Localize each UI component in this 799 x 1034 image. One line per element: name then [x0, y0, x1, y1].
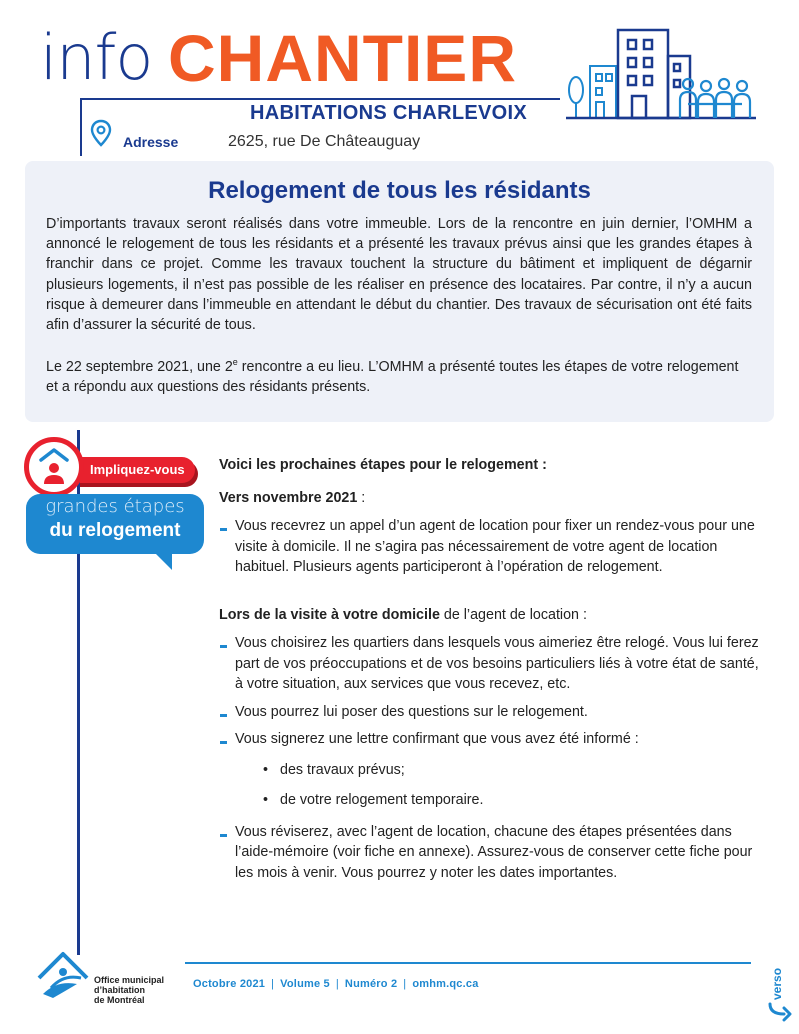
steps-heading: Voici les prochaines étapes pour le relogement : — [219, 457, 547, 473]
section-1-heading: Vers novembre 2021 : — [219, 489, 366, 506]
list-item: Vous recevrez un appel d’un agent de location pour fixer un rendez-vous pour une visite à domicile. Il ne s’agira pas nécessairement de votre agent de location habituel. Plusieurs agents participeront à l’opération de relogement. — [219, 516, 759, 578]
address-value: 2625, rue De Châteauguay — [228, 133, 421, 150]
intro-paragraph-2: Le 22 septembre 2021, une 2e rencontre a eu lieu. L’OMHM a présenté toutes les étapes de votre relogement et a répondu aux questions des résidants présents. — [46, 357, 739, 396]
sub-list-item: • de votre relogement temporaire. — [219, 790, 759, 811]
badge-circle — [24, 437, 84, 497]
website-link[interactable]: omhm.qc.ca — [412, 978, 479, 990]
speech-bubble-tail — [154, 552, 172, 570]
masthead-rule — [80, 98, 560, 100]
list-item: Vous choisirez les quartiers dans lesquels vous aimeriez être relogé. Vous lui ferez part de vos préoccupations et de vos besoins particuliers liés à votre état de santé, à votre situation, aux services que vous recevez, etc. — [219, 633, 759, 695]
buildings-illustration — [566, 26, 756, 122]
title-chantier: CHANTIER — [168, 21, 517, 95]
location-pin-icon — [90, 119, 112, 147]
intro-paragraph-1: D’importants travaux seront réalisés dans votre immeuble. Lors de la rencontre en juin dernier, l’OMHM a annoncé le relogement de tous les résidants et a présenté les travaux prévus ainsi que les grandes étapes à franchir dans ce projet. Comme les travaux touchent la structure du bâtiment et impliquent de dégarnir plusieurs logements, il n’est pas possible de les réaliser en présence des locataires. Par contre, il n’y a aucun risque à demeurer dans l’immeuble en attendant le début du chantier. Des travaux de sécurisation ont été faits afin d’assurer la sécurité de tous. — [46, 216, 752, 334]
title-info: info — [40, 21, 153, 94]
list-item: Vous réviserez, avec l’agent de location, chacune des étapes présentées dans l’aide-mémoire (voir fiche en annexe). Assurez-vous de conserver cette fiche pour les mois à venir. Vous pourrez y noter les dates importantes. — [219, 822, 759, 884]
masthead — [40, 18, 560, 98]
footer-info: Octobre 2021 | Volume 5 | Numéro 2 | omhm.qc.ca — [193, 978, 479, 990]
list-item: Vous pourrez lui poser des questions sur le relogement. — [219, 702, 759, 723]
masthead-vertical-rule — [80, 98, 82, 156]
intro-title: Relogement de tous les résidants — [208, 177, 591, 204]
list-item: Vous signerez une lettre confirmant que vous avez été informé : — [219, 729, 759, 750]
section-2-heading: Lors de la visite à votre domicile de l’agent de location : — [219, 606, 587, 623]
main-content — [219, 455, 759, 883]
bubble-line-2: du relogement — [49, 520, 181, 541]
person-house-icon — [29, 442, 79, 492]
address-label: Adresse — [123, 134, 179, 150]
badge-label: Impliquez-vous — [80, 457, 195, 483]
sub-list-item: • des travaux prévus; — [219, 760, 759, 781]
verso-label[interactable]: verso — [770, 967, 784, 1000]
footer-rule — [185, 962, 751, 964]
org-name: Office municipal d’habitation de Montréal — [94, 975, 165, 1005]
issue-date: Octobre 2021 — [193, 978, 266, 990]
issue-volume: Volume 5 — [280, 978, 330, 990]
project-subtitle: HABITATIONS CHARLEVOIX — [250, 102, 527, 124]
bubble-line-1: grandes étapes — [45, 496, 185, 517]
issue-number: Numéro 2 — [344, 978, 398, 990]
omhm-logo-icon — [33, 944, 93, 1004]
